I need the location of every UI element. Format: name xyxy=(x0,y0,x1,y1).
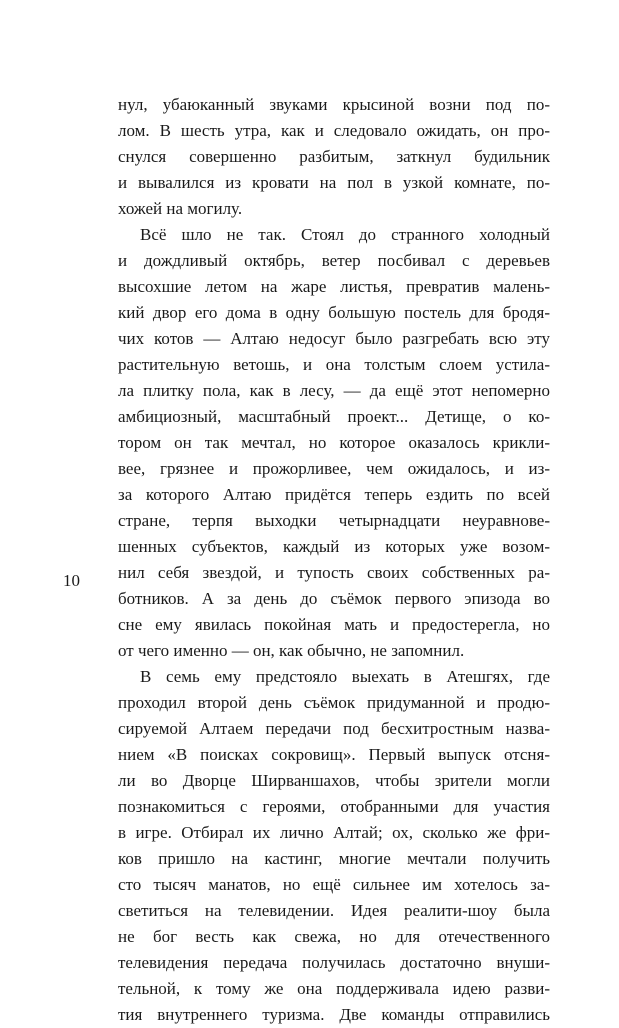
page-number: 10 xyxy=(63,571,80,590)
text-line: вее, грязнее и прожорливее, чем ожидалось, и из- xyxy=(118,459,550,478)
body-text xyxy=(118,92,550,1028)
text-line: ков пришло на кастинг, многие мечтали получить xyxy=(118,849,550,868)
text-line: и вывалился из кровати на пол в узкой комнате, по- xyxy=(118,173,550,192)
text-line: Всё шло не так. Стоял до странного холодный xyxy=(140,225,550,244)
text-line: не бог весть как свежа, но для отечественного xyxy=(118,927,550,946)
text-line: тельной, к тому же она поддерживала идею разви- xyxy=(118,979,550,998)
text-line: хожей на могилу. xyxy=(118,199,243,218)
text-line: телевидения передача получилась достаточно внуши- xyxy=(118,953,550,972)
text-line: нил себя звездой, и тупость своих собственных ра- xyxy=(118,563,550,582)
text-line: высохшие летом на жаре листья, превратив малень- xyxy=(118,277,550,296)
text-line: нул, убаюканный звуками крысиной возни под по- xyxy=(118,95,550,114)
text-line: сне ему явилась покойная мать и предостерегла, но xyxy=(118,615,550,634)
text-line: проходил второй день съёмок придуманной и продю- xyxy=(118,693,550,712)
text-line: ли во Дворце Ширваншахов, чтобы зрители могли xyxy=(118,771,550,790)
text-line: шенных субъектов, каждый из которых уже возом- xyxy=(118,537,550,556)
text-line: растительную ветошь, и она толстым слоем устила- xyxy=(118,355,550,374)
text-line: светиться на телевидении. Идея реалити-шоу была xyxy=(118,901,550,920)
text-line: ботников. А за день до съёмок первого эпизода во xyxy=(118,589,550,608)
text-line: лом. В шесть утра, как и следовало ожидать, он про- xyxy=(118,121,550,140)
text-line: ла плитку пола, как в лесу, — да ещё этот непомерно xyxy=(118,381,550,400)
text-line: сируемой Алтаем передачи под бесхитростным назва- xyxy=(118,719,550,738)
text-line: В семь ему предстояло выехать в Атешгях, где xyxy=(140,667,550,686)
text-line: за которого Алтаю придётся теперь ездить по всей xyxy=(118,485,550,504)
text-line: познакомиться с героями, отобранными для участия xyxy=(118,797,550,816)
text-line: стране, терпя выходки четырнадцати неуравнове- xyxy=(118,511,550,530)
text-line: снулся совершенно разбитым, заткнул будильник xyxy=(118,147,550,166)
text-line: кий двор его дома в одну большую постель для бродя- xyxy=(118,303,550,322)
text-line: тором он так мечтал, но которое оказалось крикли- xyxy=(118,433,550,452)
text-line: тия внутреннего туризма. Две команды отправились xyxy=(118,1005,550,1024)
text-line: амбициозный, масштабный проект... Детище, о ко- xyxy=(118,407,550,426)
text-line: чих котов — Алтаю недосуг было разгребать всю эту xyxy=(118,329,550,348)
text-line: нием «В поисках сокровищ». Первый выпуск отсня- xyxy=(118,745,550,764)
text-line: и дождливый октябрь, ветер посбивал с деревьев xyxy=(118,251,550,270)
text-line: от чего именно — он, как обычно, не запомнил. xyxy=(118,641,465,660)
text-line: сто тысяч манатов, но ещё сильнее им хотелось за- xyxy=(118,875,550,894)
text-line: в игре. Отбирал их лично Алтай; ох, сколько же фри- xyxy=(118,823,550,842)
